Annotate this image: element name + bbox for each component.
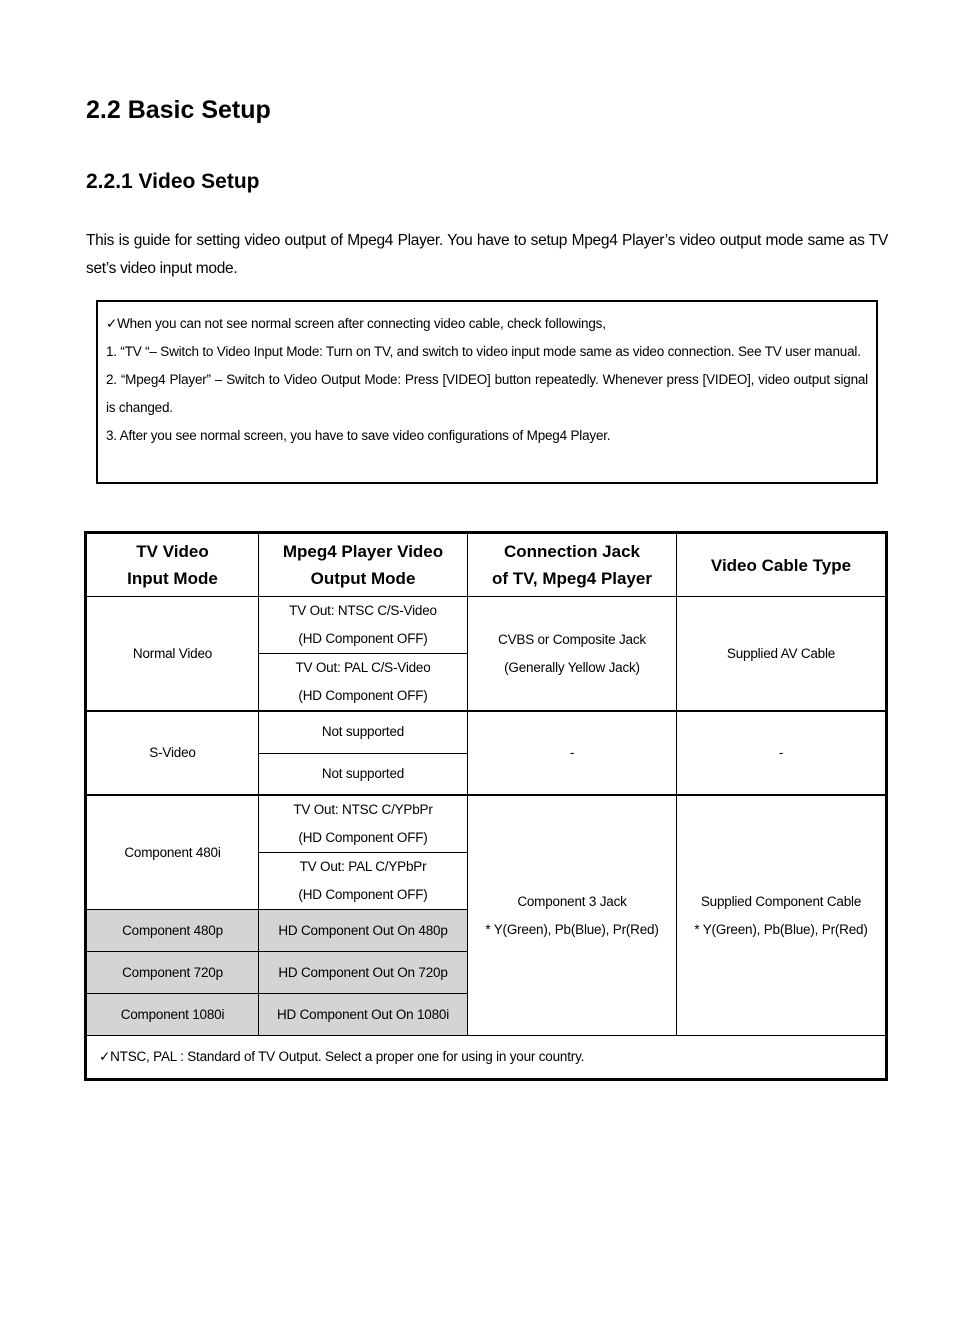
cell-input-720p: Component 720p (86, 952, 259, 994)
footnote-row (86, 1036, 887, 1080)
cell-jack-component: Component 3 Jack * Y(Green), Pb(Blue), Pr(Red) (468, 795, 677, 1036)
cell-cable-component: Supplied Component Cable * Y(Green), Pb(Blue), Pr(Red) (677, 795, 887, 1036)
table-row (86, 711, 887, 753)
note-lead: ✓When you can not see normal screen after connecting video cable, check followings, (106, 316, 606, 331)
note-item-3: 3. After you see normal screen, you have to save video configurations of Mpeg4 Player. (106, 428, 611, 443)
cell-cable-normal: Supplied AV Cable (677, 597, 887, 712)
cell-jack-normal: CVBS or Composite Jack (Generally Yellow Jack) (468, 597, 677, 712)
header-connection-jack: Connection Jack of TV, Mpeg4 Player (468, 533, 677, 597)
cell-output-pal-csvideo: TV Out: PAL C/S-Video (HD Component OFF) (259, 654, 468, 712)
cell-output-720p: HD Component Out On 720p (259, 952, 468, 994)
section-title: 2.2 Basic Setup (86, 96, 271, 124)
video-mode-table (84, 531, 888, 1081)
header-row (86, 533, 887, 597)
cell-jack-svideo: - (468, 711, 677, 795)
header-tv-input: TV Video Input Mode (86, 533, 259, 597)
cell-output-1080i: HD Component Out On 1080i (259, 994, 468, 1036)
cell-output-pal-ypbpr: TV Out: PAL C/YPbPr (HD Component OFF) (259, 853, 468, 910)
cell-output-480p: HD Component Out On 480p (259, 910, 468, 952)
cell-output-ntsc-ypbpr: TV Out: NTSC C/YPbPr (HD Component OFF) (259, 795, 468, 853)
note-item-1: 1. “TV “– Switch to Video Input Mode: Turn on TV, and switch to video input mode same as video connection. See TV user manual. (106, 344, 861, 359)
subsection-title: 2.2.1 Video Setup (86, 170, 260, 193)
table-row (86, 795, 887, 853)
cell-input-normal: Normal Video (86, 597, 259, 712)
cell-input-1080i: Component 1080i (86, 994, 259, 1036)
cell-input-svideo: S-Video (86, 711, 259, 795)
header-cable-type: Video Cable Type (677, 533, 887, 597)
cell-output-ntsc-csvideo: TV Out: NTSC C/S-Video (HD Component OFF) (259, 597, 468, 654)
cell-input-480p: Component 480p (86, 910, 259, 952)
table-footnote: ✓NTSC, PAL : Standard of TV Output. Select a proper one for using in your country. (86, 1036, 887, 1080)
cell-output-svideo-2: Not supported (259, 753, 468, 795)
cell-output-svideo-1: Not supported (259, 711, 468, 753)
intro-paragraph: This is guide for setting video output of Mpeg4 Player. You have to setup Mpeg4 Player’s video output mode same as TV set’s video input mode. (86, 232, 888, 277)
note-box (96, 300, 878, 484)
cell-input-480i: Component 480i (86, 795, 259, 910)
cell-cable-svideo: - (677, 711, 887, 795)
header-player-output: Mpeg4 Player Video Output Mode (259, 533, 468, 597)
table-row (86, 597, 887, 654)
note-item-2: 2. “Mpeg4 Player” – Switch to Video Output Mode: Press [VIDEO] button repeatedly. Whenever press [VIDEO], video output signal is changed. (106, 372, 868, 415)
